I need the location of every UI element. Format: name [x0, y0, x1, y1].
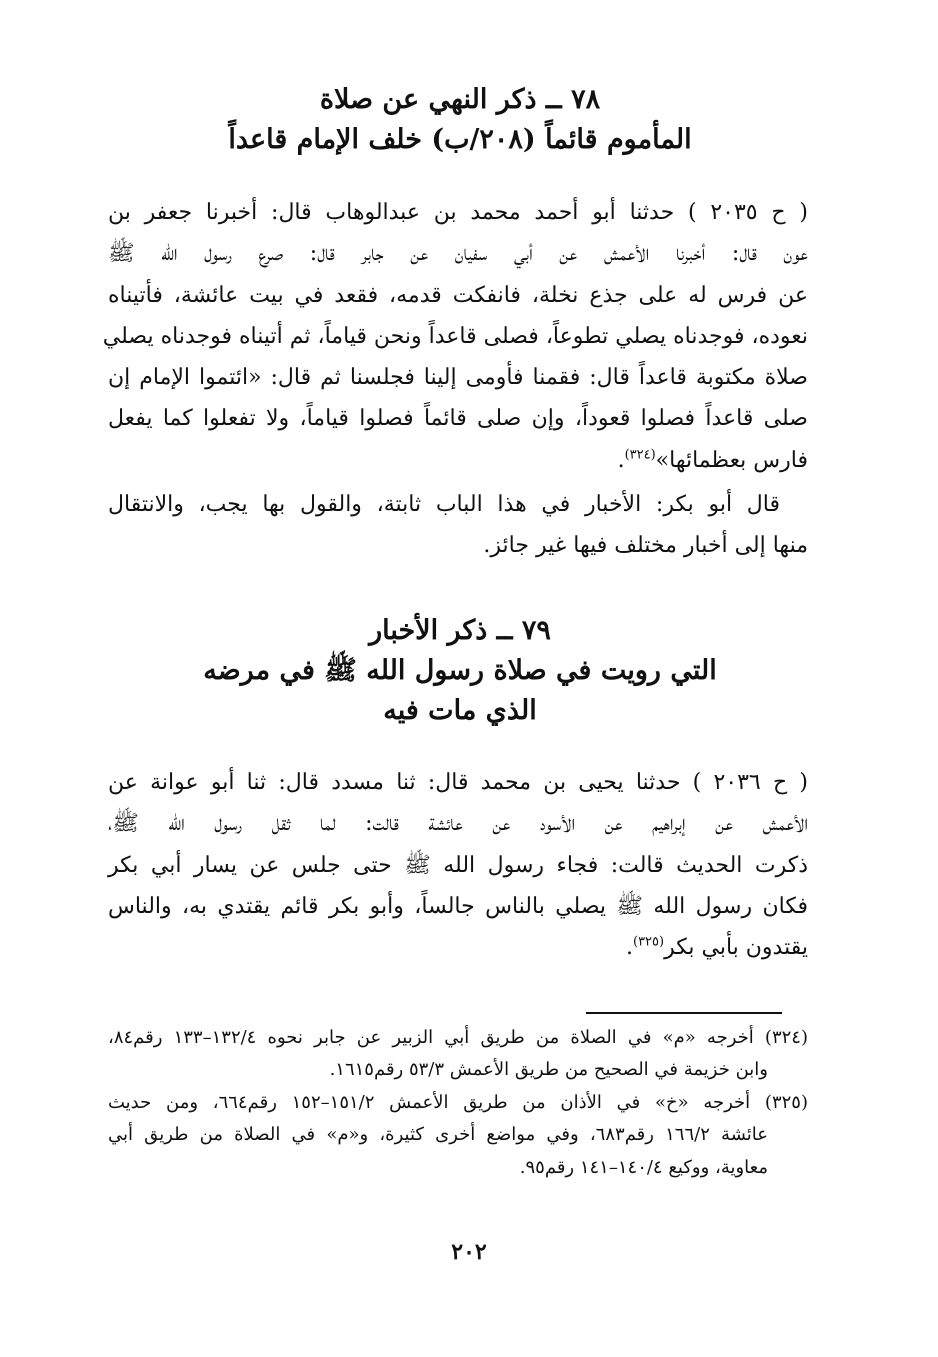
comment-line: منها إلى أخبار مختلف فيها غير جائز. [483, 533, 808, 559]
hadith-2035 [102, 192, 808, 481]
hadith-2035-line: عون قال: أخبرنا الأعمش عن أبي سفيان عن جابر قال: صرع رسول الله ﷺ [108, 241, 808, 267]
section-78-heading [110, 80, 810, 160]
hadith-2035-end: . [617, 447, 625, 473]
hadith-2036-line: فكان رسول الله ﷺ يصلي بالناس جالساً، وأبو بكر قائم يقتدي به، والناس [108, 893, 808, 919]
section-78-title-line2: المأموم قائماً (٢٠٨/ب) خلف الإمام قاعداً [228, 124, 692, 155]
footnote-separator [586, 1012, 782, 1014]
hadith-2036-line: الأعمش عن إبراهيم عن الأسود عن عائشة قالت: لما ثقل رسول الله ﷺ، [108, 811, 808, 837]
comment-line: قال أبو بكر: الأخبار في هذا الباب ثابتة، والقول بها يجب، والانتقال [108, 492, 780, 517]
section-79-heading [110, 611, 810, 731]
footnote-325-line: عائشة ١٦٦/٢ رقم٦٨٣، وفي مواضع أخرى كثيرة، و«م» في الصلاة من طريق أبي [108, 1124, 768, 1146]
footnote-ref-324[interactable]: (٣٢٤) [624, 447, 656, 463]
section-79-title-line2: التي رويت في صلاة رسول الله ﷺ في مرضه [203, 655, 717, 686]
abu-bakr-comment [108, 484, 808, 567]
section-78-title-line1: ٧٨ ــ ذكر النهي عن صلاة [319, 84, 601, 115]
page-number: ٢٠٢ [451, 1239, 487, 1265]
section-79-title-line3: الذي مات فيه [383, 695, 537, 726]
footnote-325-line: (٣٢٥) أخرجه «خ» في الأذان من طريق الأعمش ١٥١/٢–١٥٢ رقم٦٦٤، ومن حديث [108, 1091, 808, 1113]
hadith-2036-line: ذكرت الحديث قالت: فجاء رسول الله ﷺ حتى جلس عن يسار أبي بكر [108, 852, 808, 878]
hadith-2036-line: ( ح ٢٠٣٦ ) حدثنا يحيى بن محمد قال: ثنا مسدد قال: ثنا أبو عوانة عن [108, 770, 808, 795]
hadith-2036-last-line [108, 927, 808, 968]
hadith-2036-line: يقتدون بأبي بكر [664, 935, 808, 961]
footnote-ref-325[interactable]: (٣٢٥) [632, 934, 665, 950]
hadith-2036 [108, 762, 808, 968]
hadith-2035-line: فارس بعظمائها» [655, 447, 808, 473]
footnote-325-line: معاوية، ووكيع ١٤٠/٤–١٤١ رقم٩٥. [519, 1156, 768, 1178]
footnote-324-line: وابن خزيمة في الصحيح من طريق الأعمش ٥٣/٣ رقم١٦١٥. [329, 1059, 768, 1081]
hadith-2035-line: عن فرس له على جذع نخلة، فانفكت قدمه، فقعد في بيت عائشة، فأتيناه [108, 282, 808, 308]
section-79-title-line1: ٧٩ ــ ذكر الأخبار [369, 615, 551, 646]
footnotes [108, 1022, 808, 1184]
hadith-2035-line: نعوده، فوجدناه يصلي تطوعاً، فصلى قاعداً ونحن قياماً، ثم أتيناه فوجدناه يصلي [102, 323, 808, 349]
hadith-2035-line: صلى قاعداً فصلوا قعوداً، وإن صلى قائماً فصلوا قياماً، ولا تفعلوا كما يفعل [108, 406, 808, 432]
hadith-2035-line: ( ح ٢٠٣٥ ) حدثنا أبو أحمد محمد بن عبدالوهاب قال: أخبرنا جعفر بن [108, 200, 808, 225]
footnote-324-line: (٣٢٤) أخرجه «م» في الصلاة من طريق أبي الزبير عن جابر نحوه ١٣٢/٤–١٣٣ رقم٨٤، [108, 1027, 808, 1048]
hadith-2036-end: . [625, 935, 633, 961]
hadith-2035-last-line [108, 440, 808, 481]
hadith-2035-line: صلاة مكتوبة قاعداً قال: فقمنا فأومى إلينا فجلسنا ثم قال: «ائتموا الإمام إن [108, 365, 808, 391]
